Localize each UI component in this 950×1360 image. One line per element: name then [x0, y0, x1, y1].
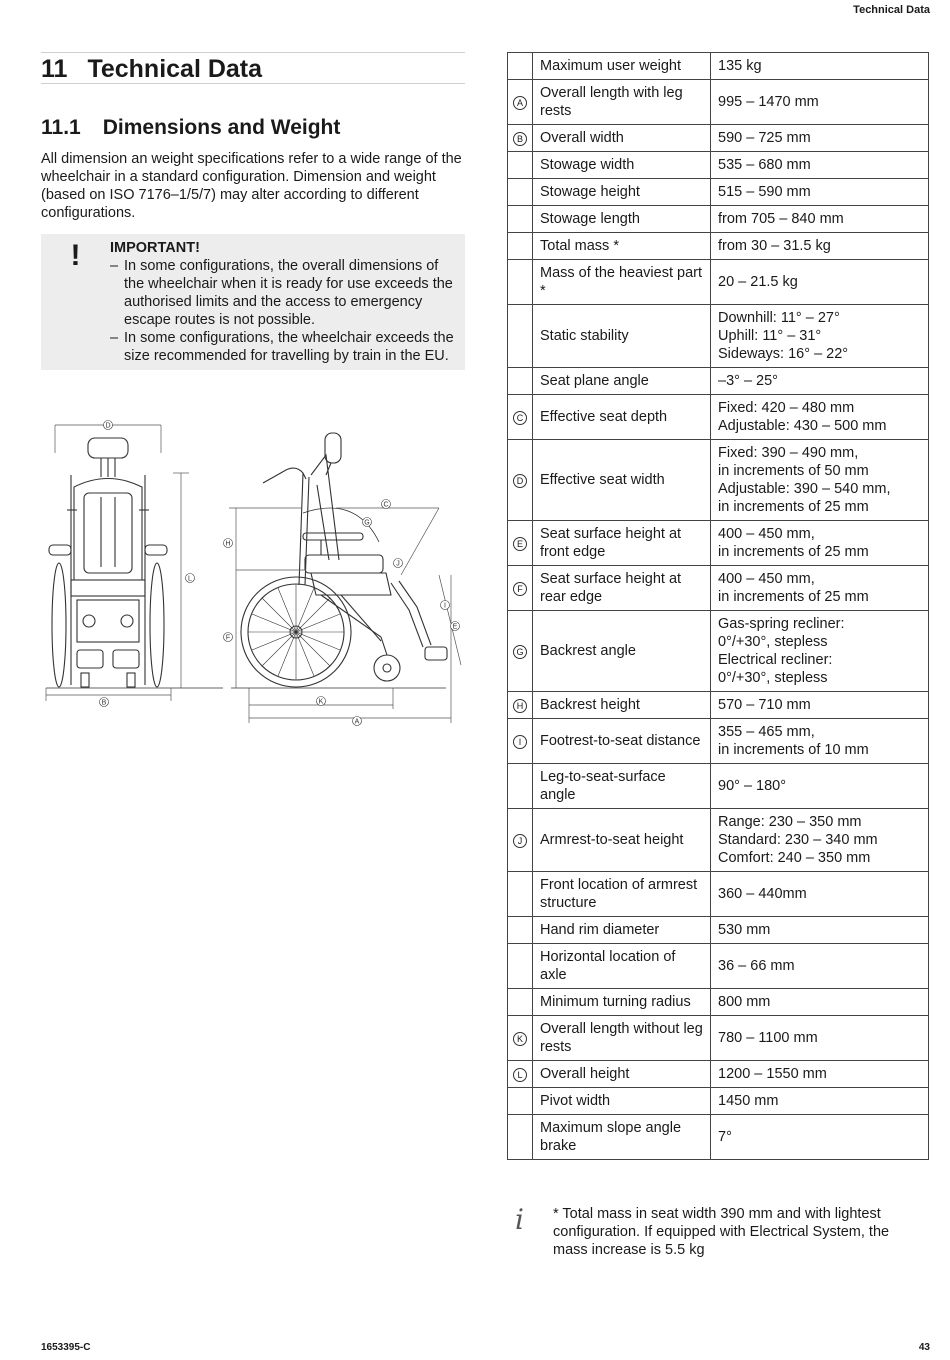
table-row [508, 989, 929, 1016]
svg-text:J: J [396, 560, 400, 568]
dimension-marker: E [513, 537, 527, 551]
value-cell [711, 809, 929, 872]
svg-text:D: D [105, 422, 111, 430]
marker-cell [508, 1115, 533, 1160]
value-line: Adjustable: 430 – 500 mm [718, 418, 887, 434]
page-number: 43 [918, 1342, 930, 1353]
table-row [508, 206, 929, 233]
svg-text:F: F [225, 634, 231, 642]
running-header: Technical Data [853, 4, 930, 16]
svg-text:L: L [188, 575, 192, 583]
drawing-label-f [224, 633, 233, 642]
drawing-label-l [186, 574, 195, 583]
drawing-label-a [353, 717, 362, 726]
value-cell [711, 80, 929, 125]
value-cell [711, 395, 929, 440]
svg-text:K: K [318, 698, 324, 706]
value-cell [711, 440, 929, 521]
marker-cell [508, 368, 533, 395]
value-line: 360 – 440mm [718, 886, 807, 902]
property-cell: Maximum user weight [533, 53, 711, 80]
marker-cell [508, 566, 533, 611]
property-cell: Effective seat width [533, 440, 711, 521]
value-cell [711, 521, 929, 566]
value-line: Range: 230 – 350 mm [718, 814, 862, 830]
drawing-label-c [382, 500, 391, 509]
table-row [508, 1115, 929, 1160]
value-line: 1450 mm [718, 1093, 779, 1109]
table-row [508, 80, 929, 125]
table-row [508, 1088, 929, 1115]
exclamation-icon: ! [70, 239, 81, 272]
table-row [508, 53, 929, 80]
table-row [508, 395, 929, 440]
dimension-marker: K [513, 1032, 527, 1046]
drawing-label-b [100, 698, 109, 707]
wheelchair-drawing [41, 415, 466, 735]
dimension-marker: H [513, 699, 527, 713]
property-cell: Overall length without leg rests [533, 1016, 711, 1061]
table-row [508, 179, 929, 206]
intro-paragraph: All dimension an weight specifications refer to a wide range of the wheelchair in a standard configuration. Dimension and weight (based on ISO 7176–1/5/7) may alter according to different configurations. [41, 151, 462, 221]
table-row [508, 521, 929, 566]
drawing-label-i [441, 601, 450, 610]
value-line: 0°/+30°, stepless [718, 634, 828, 650]
chapter-number: 11 [41, 55, 68, 83]
left-column [41, 52, 465, 370]
value-line: Adjustable: 390 – 540 mm, [718, 481, 891, 497]
value-cell [711, 872, 929, 917]
value-line: 7° [718, 1129, 732, 1145]
marker-cell [508, 692, 533, 719]
dimension-marker: J [513, 834, 527, 848]
marker-cell [508, 719, 533, 764]
property-cell: Front location of armrest structure [533, 872, 711, 917]
value-cell [711, 125, 929, 152]
property-cell: Stowage height [533, 179, 711, 206]
marker-cell [508, 305, 533, 368]
section-number: 11.1 [41, 116, 81, 139]
property-cell: Seat surface height at rear edge [533, 566, 711, 611]
value-line: in increments of 25 mm [718, 544, 869, 560]
dimension-marker: C [513, 411, 527, 425]
marker-cell [508, 395, 533, 440]
important-item: – In some configurations, the wheelchair exceeds the size recommended for travelling by train in the EU. [110, 330, 454, 364]
footnote-text: * Total mass in seat width 390 mm and with lightest configuration. If equipped with Electrical System, the mass increase is 5.5 kg [553, 1206, 890, 1258]
value-line: Electrical recliner: [718, 652, 833, 668]
front-view [46, 438, 223, 688]
svg-text:C: C [383, 501, 389, 509]
value-line: 90° – 180° [718, 778, 787, 794]
dimension-marker: L [513, 1068, 527, 1082]
marker-cell [508, 152, 533, 179]
svg-text:B: B [101, 699, 107, 707]
drawing-label-k [317, 697, 326, 706]
value-line: 570 – 710 mm [718, 697, 811, 713]
marker-cell [508, 206, 533, 233]
table-row [508, 872, 929, 917]
value-line: Comfort: 240 – 350 mm [718, 850, 871, 866]
drawing-label-g [363, 518, 372, 527]
dimension-marker: G [513, 645, 527, 659]
value-cell [711, 368, 929, 395]
value-line: Sideways: 16° – 22° [718, 346, 849, 362]
marker-cell [508, 53, 533, 80]
property-cell: Mass of the heaviest part * [533, 260, 711, 305]
marker-cell [508, 989, 533, 1016]
marker-cell [508, 440, 533, 521]
value-line: 590 – 725 mm [718, 130, 811, 146]
svg-text:H: H [225, 540, 231, 548]
value-line: 780 – 1100 mm [718, 1030, 818, 1046]
table-row [508, 692, 929, 719]
marker-cell [508, 944, 533, 989]
table-row [508, 611, 929, 692]
marker-cell [508, 260, 533, 305]
table-row [508, 1016, 929, 1061]
value-cell [711, 719, 929, 764]
value-line: from 705 – 840 mm [718, 211, 844, 227]
value-line: from 30 – 31.5 kg [718, 238, 831, 254]
marker-cell [508, 125, 533, 152]
table-row [508, 260, 929, 305]
value-line: 400 – 450 mm, [718, 571, 815, 587]
value-cell [711, 233, 929, 260]
svg-text:I: I [444, 602, 446, 610]
section-heading [41, 116, 465, 140]
value-line: –3° – 25° [718, 373, 778, 389]
property-cell: Total mass * [533, 233, 711, 260]
marker-cell [508, 764, 533, 809]
dimension-marker: B [513, 132, 527, 146]
table-row [508, 125, 929, 152]
value-cell [711, 305, 929, 368]
document-number: 1653395-C [41, 1342, 91, 1353]
chapter-title: Technical Data [87, 55, 263, 83]
property-cell: Armrest-to-seat height [533, 809, 711, 872]
value-line: Downhill: 11° – 27° [718, 310, 840, 326]
value-line: 800 mm [718, 994, 771, 1010]
marker-cell [508, 233, 533, 260]
value-cell [711, 53, 929, 80]
value-cell [711, 179, 929, 206]
svg-text:G: G [364, 519, 370, 527]
marker-cell [508, 917, 533, 944]
value-line: 530 mm [718, 922, 771, 938]
dimension-marker: F [513, 582, 527, 596]
property-cell: Overall height [533, 1061, 711, 1088]
value-cell [711, 1115, 929, 1160]
svg-text:A: A [354, 718, 360, 726]
property-cell: Overall length with leg rests [533, 80, 711, 125]
property-cell: Hand rim diameter [533, 917, 711, 944]
property-cell: Backrest height [533, 692, 711, 719]
property-cell: Backrest angle [533, 611, 711, 692]
side-view [231, 433, 447, 688]
value-line: 36 – 66 mm [718, 958, 795, 974]
value-line: 535 – 680 mm [718, 157, 811, 173]
value-line: in increments of 50 mm [718, 463, 869, 479]
footnote [515, 1205, 925, 1259]
property-cell: Footrest-to-seat distance [533, 719, 711, 764]
value-line: in increments of 25 mm [718, 499, 869, 515]
marker-cell [508, 1061, 533, 1088]
table-row [508, 764, 929, 809]
property-cell: Stowage length [533, 206, 711, 233]
drawing-label-h [224, 539, 233, 548]
chapter-heading [41, 52, 465, 84]
important-notice [41, 234, 465, 370]
property-cell: Horizontal location of axle [533, 944, 711, 989]
value-line: 135 kg [718, 58, 762, 74]
value-line: in increments of 25 mm [718, 589, 869, 605]
value-line: 355 – 465 mm, [718, 724, 815, 740]
value-cell [711, 611, 929, 692]
value-line: Standard: 230 – 340 mm [718, 832, 878, 848]
marker-cell [508, 80, 533, 125]
value-line: in increments of 10 mm [718, 742, 869, 758]
property-cell: Stowage width [533, 152, 711, 179]
marker-cell [508, 809, 533, 872]
table-row [508, 1061, 929, 1088]
value-cell [711, 989, 929, 1016]
value-line: 20 – 21.5 kg [718, 274, 798, 290]
property-cell: Overall width [533, 125, 711, 152]
dimension-marker: I [513, 735, 527, 749]
svg-text:E: E [452, 623, 458, 631]
section-title: Dimensions and Weight [102, 116, 341, 139]
value-cell [711, 1061, 929, 1088]
marker-cell [508, 611, 533, 692]
value-line: 1200 – 1550 mm [718, 1066, 827, 1082]
drawing-label-e [451, 622, 460, 631]
value-cell [711, 1016, 929, 1061]
marker-cell [508, 179, 533, 206]
value-cell [711, 260, 929, 305]
property-cell: Static stability [533, 305, 711, 368]
property-cell: Pivot width [533, 1088, 711, 1115]
important-item: – In some configurations, the overall dimensions of the wheelchair when it is ready for use exceeds the authorised limits and the access to emergency escape routes is not possible. [110, 258, 453, 328]
property-cell: Leg-to-seat-surface angle [533, 764, 711, 809]
specifications-table [507, 52, 929, 1160]
property-cell: Maximum slope angle brake [533, 1115, 711, 1160]
property-cell: Minimum turning radius [533, 989, 711, 1016]
marker-cell [508, 872, 533, 917]
value-line: 515 – 590 mm [718, 184, 811, 200]
value-cell [711, 917, 929, 944]
value-cell [711, 566, 929, 611]
value-cell [711, 692, 929, 719]
table-row [508, 944, 929, 989]
value-line: 995 – 1470 mm [718, 94, 819, 110]
table-row [508, 152, 929, 179]
table-row [508, 440, 929, 521]
important-title: IMPORTANT! [110, 240, 200, 256]
dimension-marker: D [513, 474, 527, 488]
value-line: Uphill: 11° – 31° [718, 328, 822, 344]
marker-cell [508, 1016, 533, 1061]
value-line: Gas-spring recliner: [718, 616, 845, 632]
drawing-label-d [104, 421, 113, 430]
value-cell [711, 206, 929, 233]
table-row [508, 233, 929, 260]
property-cell: Seat plane angle [533, 368, 711, 395]
table-row [508, 719, 929, 764]
table-row [508, 566, 929, 611]
value-cell [711, 1088, 929, 1115]
info-icon: i [515, 1203, 524, 1236]
table-row [508, 305, 929, 368]
property-cell: Seat surface height at front edge [533, 521, 711, 566]
value-line: 0°/+30°, stepless [718, 670, 828, 686]
value-cell [711, 764, 929, 809]
dimension-marker: A [513, 96, 527, 110]
table-row [508, 368, 929, 395]
value-line: Fixed: 390 – 490 mm, [718, 445, 859, 461]
property-cell: Effective seat depth [533, 395, 711, 440]
table-row [508, 809, 929, 872]
value-cell [711, 152, 929, 179]
marker-cell [508, 1088, 533, 1115]
value-line: Fixed: 420 – 480 mm [718, 400, 855, 416]
value-cell [711, 944, 929, 989]
table-row [508, 917, 929, 944]
drawing-label-j [394, 559, 403, 568]
marker-cell [508, 521, 533, 566]
value-line: 400 – 450 mm, [718, 526, 815, 542]
